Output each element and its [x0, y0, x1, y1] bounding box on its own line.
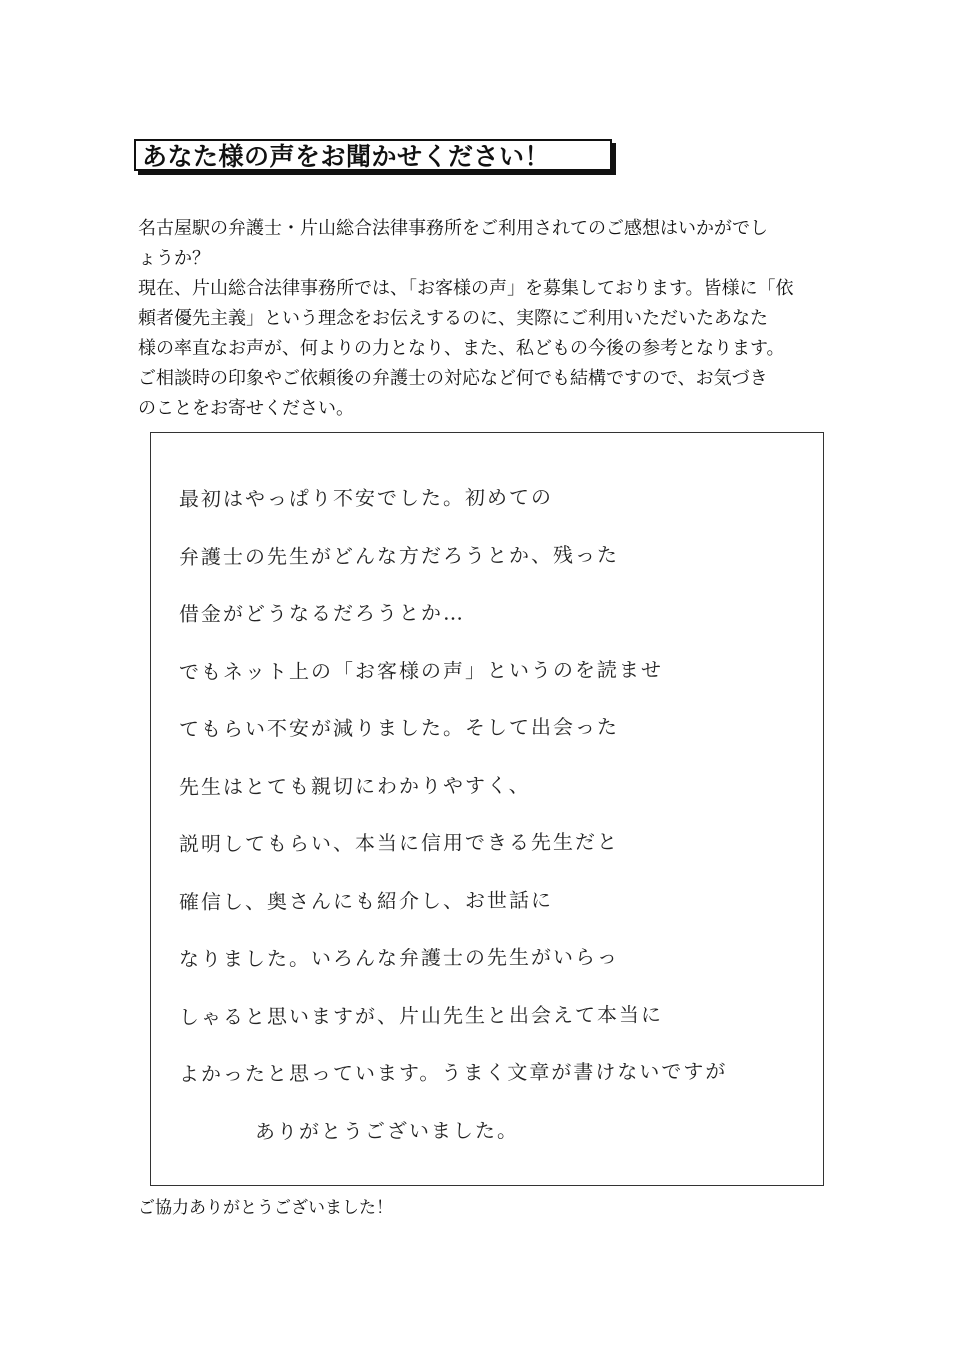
- intro-line: 頼者優先主義」という理念をお伝えするのに、実際にご利用いただいたあなた: [138, 308, 768, 329]
- handwritten-comment: [179, 471, 819, 1161]
- comment-line: ありがとうございました。: [254, 1117, 520, 1144]
- intro-line: のことをお寄せください。: [138, 398, 354, 419]
- comment-line: 確信し、奥さんにも紹介し、お世話に: [178, 887, 554, 914]
- handwritten-comment-box: [150, 432, 824, 1186]
- comment-line: 最初はやっぱり不安でした。初めての: [178, 485, 554, 511]
- intro-line: 名古屋駅の弁護士・片山総合法律事務所をご利用されてのご感想はいかがでし: [138, 218, 768, 239]
- intro-line: ょうか？: [138, 248, 210, 269]
- comment-line: 弁護士の先生がどんな方だろうとか、残った: [178, 542, 620, 569]
- intro-line: 様の率直なお声が、何よりの力となり、また、私どもの今後の参考となります。: [138, 338, 785, 359]
- comment-line: 説明してもらい、本当に信用できる先生だと: [178, 829, 620, 856]
- intro-text: [138, 214, 838, 424]
- comment-line: でもネット上の「お客様の声」というのを読ませ: [178, 656, 664, 684]
- comment-line: 借金がどうなるだろうとか…: [178, 600, 466, 626]
- page-title: あなた様の声をお聞かせください！: [142, 142, 551, 171]
- intro-line: 現在、片山総合法律事務所では、「お客様の声」を募集しております。皆様に「依: [138, 278, 794, 299]
- comment-line: よかったと思っています。うまく文章が書けないですが: [178, 1059, 728, 1086]
- comment-line: なりました。いろんな弁護士の先生がいらっ: [178, 944, 620, 971]
- intro-line: ご相談時の印象やご依頼後の弁護士の対応など何でも結構ですので、お気づき: [138, 368, 768, 389]
- title-box: [134, 139, 612, 171]
- comment-line: 先生はとても親切にわかりやすく、: [178, 772, 531, 799]
- comment-line: しゃると思いますが、片山先生と出会えて本当に: [178, 1001, 664, 1029]
- comment-line: てもらい不安が減りました。そして出会った: [178, 714, 620, 741]
- thanks-text: ご協力ありがとうございました！: [138, 1198, 393, 1218]
